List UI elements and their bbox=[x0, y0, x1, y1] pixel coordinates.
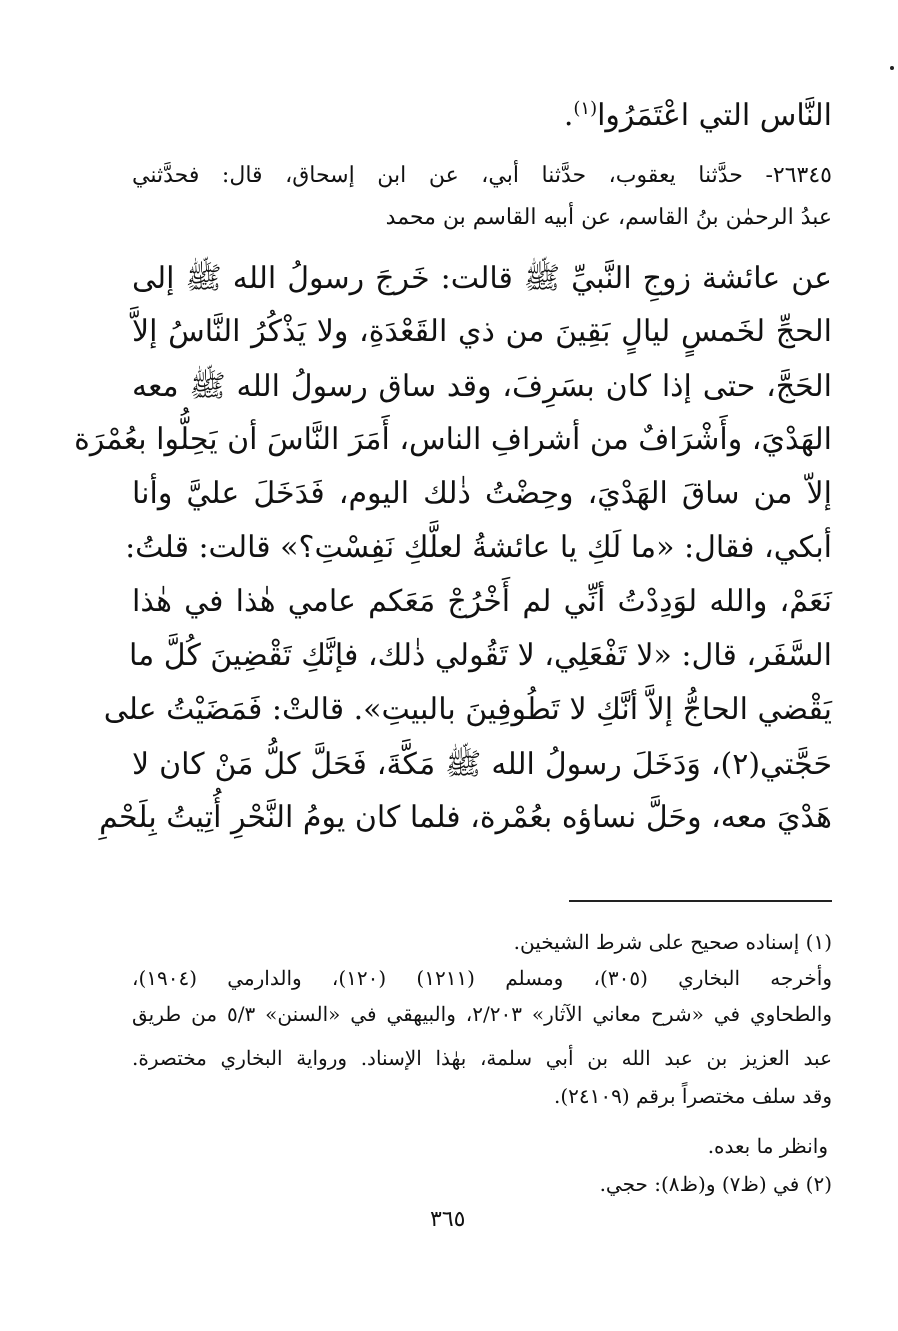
footnote-text: وقد سلف مختصراً برقم (٢٤١٠٩). bbox=[554, 1084, 832, 1108]
footnote-text: والطحاوي في «شرح معاني الآثار» ٢/٢٠٣، والبيهقي في «السنن» ٥/٣ من طريق bbox=[132, 1002, 832, 1026]
footnote-1: (١) إسناده صحيح على شرط الشيخين. bbox=[513, 930, 832, 954]
hadith-header-line-1: ٢٦٣٤٥- حدَّثنا يعقوب، حدَّثنا أبي، عن ابن إسحاق، قال: فحدَّثني bbox=[132, 163, 832, 188]
continuation-line bbox=[564, 98, 832, 133]
body-line: الحَجَّ، حتى إذا كان بسَرِفَ، وقد ساق رسولُ الله ﷺ معه bbox=[132, 369, 832, 404]
footnote-2: (٢) في (ظ٧) و(ظ٨): حجي. bbox=[599, 1172, 832, 1196]
body-line: إلاّ من ساقَ الهَدْيَ، وحِضْتُ ذٰلك اليوم، فَدَخَلَ عليَّ وأنا bbox=[132, 476, 832, 511]
page-number: ٣٦٥ bbox=[430, 1207, 466, 1232]
body-line: السَّفَر، قال: «لا تَفْعَلِي، لا تَقُولي ذٰلك، فإنَّكِ تَقْضِينَ كُلَّ ما bbox=[129, 638, 832, 673]
body-line: حَجَّتي(٢)، وَدَخَلَ رسولُ الله ﷺ مَكَّةَ، فَحَلَّ كلُّ مَنْ كان لا bbox=[132, 747, 832, 782]
footnote-ref-1: (١) bbox=[573, 98, 598, 119]
continuation-end: . bbox=[563, 98, 574, 133]
footnote-text: وانظر ما بعده. bbox=[707, 1134, 828, 1158]
body-line: نَعَمْ، والله لوَدِدْتُ أنِّي لم أَخْرُجْ مَعَكم عامي هٰذا في هٰذا bbox=[132, 584, 832, 619]
continuation-text: النَّاس التي اعْتَمَرُوا bbox=[597, 98, 832, 133]
body-line: الحجِّ لخَمسٍ ليالٍ بَقِينَ من ذي القَعْدَةِ، ولا يَذْكُرُ النَّاسُ إلاَّ bbox=[132, 314, 832, 349]
body-line: الهَدْيَ، وأَشْرَافٌ من أشرافِ الناس، أَمَرَ النَّاسَ أن يَحِلُّوا بعُمْرَة bbox=[74, 422, 832, 457]
body-line: عن عائشة زوجِ النَّبيِّ ﷺ قالت: خَرجَ رسولُ الله ﷺ إلى bbox=[132, 261, 832, 296]
footnote-separator bbox=[569, 900, 832, 902]
body-line: أبكي، فقال: «ما لَكِ يا عائشةُ لعلَّكِ نَفِسْتِ؟» قالت: قلتُ: bbox=[125, 530, 832, 565]
hadith-header-line-2: عبدُ الرحمٰن بنُ القاسم، عن أبيه القاسم بن محمد bbox=[385, 205, 832, 230]
footnote-text: وأخرجه البخاري (٣٠٥)، ومسلم (١٢١١) (١٢٠)، والدارمي (١٩٠٤)، bbox=[132, 966, 833, 990]
body-line: هَدْيَ معه، وحَلَّ نساؤه بعُمْرة، فلما كان يومُ النَّحْرِ أُتِيتُ بِلَحْمِ bbox=[99, 800, 832, 835]
footnote-text: عبد العزيز بن عبد الله بن أبي سلمة، بهٰذا الإسناد. ورواية البخاري مختصرة. bbox=[132, 1046, 832, 1070]
margin-mark bbox=[890, 66, 894, 70]
body-line: يَقْضي الحاجُّ إلاَّ أنَّكِ لا تَطُوفِينَ بالبيتِ». قالتْ: فَمَضَيْتُ على bbox=[103, 692, 832, 727]
